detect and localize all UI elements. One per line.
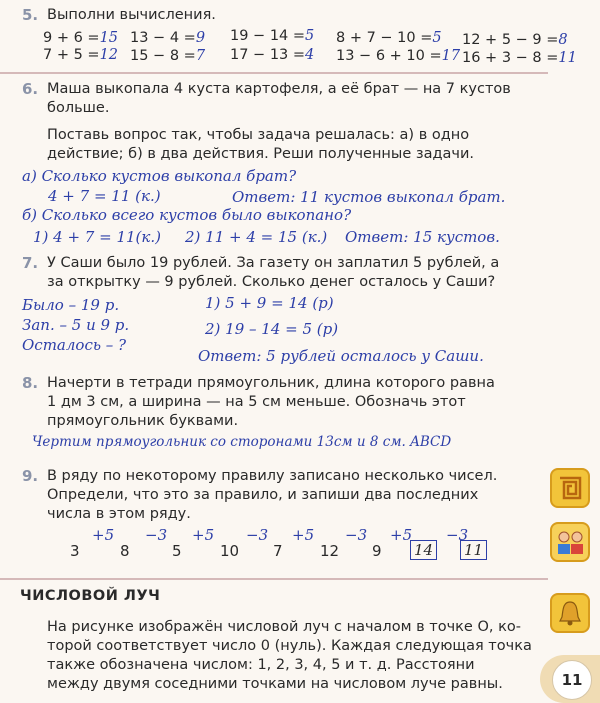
task6-hw-2b: Ответ: 11 кустов выкопал брат. (232, 188, 506, 206)
task5-ex-1-5: 12 + 5 − 9 =8 (462, 32, 568, 48)
task5-ex-2-1: 7 + 5 =12 (43, 47, 119, 63)
section-p-2: торой соответствует число 0 (нуль). Каждая следующая точка (47, 638, 532, 654)
page-number: 11 (552, 660, 592, 700)
section-title: ЧИСЛОВОЙ ЛУЧ (20, 588, 161, 604)
seq-number: 10 (220, 542, 240, 560)
seq-op: +5 (192, 526, 215, 544)
task5-number: 5. (22, 6, 39, 24)
task5-ex-2-2: 15 − 8 =7 (130, 48, 206, 64)
task7-number: 7. (22, 254, 39, 272)
task7-hw-1: Было – 19 р. (22, 296, 120, 314)
task6-text-1: Маша выкопала 4 куста картофеля, а её брат — на 7 кустов (47, 81, 511, 97)
seq-op: −3 (246, 526, 269, 544)
task6-hw-2a: 4 + 7 = 11 (к.) (48, 187, 161, 205)
seq-op: +5 (292, 526, 315, 544)
section-p-4: между двумя соседними точками на числовом луче равны. (47, 676, 503, 692)
spiral-icon (550, 468, 590, 508)
seq-number: 3 (70, 542, 80, 560)
task8-text-3: прямоугольник буквами. (47, 413, 239, 429)
bell-icon (550, 593, 590, 633)
seq-op: −3 (145, 526, 168, 544)
task7-text-1: У Саши было 19 рублей. За газету он заплатил 5 рублей, а (47, 255, 500, 271)
task5-ex-1-4: 8 + 7 − 10 =5 (336, 30, 442, 46)
task5-ex-1-2: 13 − 4 =9 (130, 30, 206, 46)
task9-text-2: Определи, что это за правило, и запиши два последних (47, 487, 479, 503)
task9-text-1: В ряду по некоторому правилу записано несколько чисел. (47, 468, 498, 484)
seq-op: −3 (446, 526, 469, 544)
task5-ex-1-3: 19 − 14 =5 (230, 28, 315, 44)
seq-number: 8 (120, 542, 130, 560)
task6-hw-4c: Ответ: 15 кустов. (345, 228, 500, 246)
divider (0, 72, 548, 74)
task8-text-2: 1 дм 3 см, а ширина — на 5 см меньше. Обозначь этот (47, 394, 466, 410)
seq-number: 12 (320, 542, 340, 560)
seq-number: 9 (372, 542, 382, 560)
task5-ex-1-1: 9 + 6 =15 (43, 30, 119, 46)
task7-hw-2: Зап. – 5 и 9 р. (22, 316, 130, 334)
task7-hw-5: 2) 19 – 14 = 5 (р) (205, 320, 339, 338)
section-p-3: также обозначена числом: 1, 2, 3, 4, 5 и т. д. Расстояни (47, 657, 475, 673)
seq-op: +5 (390, 526, 413, 544)
task8-number: 8. (22, 374, 39, 392)
task7-hw-4: 1) 5 + 9 = 14 (р) (205, 294, 334, 312)
section-p-1: На рисунке изображён числовой луч с началом в точке О, ко- (47, 619, 521, 635)
task6-number: 6. (22, 80, 39, 98)
seq-op: +5 (92, 526, 115, 544)
task6-hw-4b: 2) 11 + 4 = 15 (к.) (185, 228, 328, 246)
task5-title: Выполни вычисления. (47, 7, 216, 23)
task9-text-3: числа в этом ряду. (47, 506, 191, 522)
task7-hw-3: Осталось – ? (22, 336, 127, 354)
task5-ex-2-5: 16 + 3 − 8 =11 (462, 50, 577, 66)
task7-hw-6: Ответ: 5 рублей осталось у Саши. (198, 347, 484, 365)
task6-hw-4a: 1) 4 + 7 = 11(к.) (33, 228, 161, 246)
kids-icon (550, 522, 590, 562)
seq-op: −3 (345, 526, 368, 544)
divider (0, 578, 548, 580)
seq-answer: 11 (460, 540, 487, 560)
task6-text-4: действие; б) в два действия. Реши полученные задачи. (47, 146, 474, 162)
task5-ex-2-3: 17 − 13 =4 (230, 47, 315, 63)
task6-text-3: Поставь вопрос так, чтобы задача решалась: а) в одно (47, 127, 470, 143)
seq-number: 5 (172, 542, 182, 560)
task8-hw: Чертим прямоугольник со сторонами 13см и 8 см. ABCD (32, 434, 452, 450)
task8-text-1: Начерти в тетради прямоугольник, длина которого равна (47, 375, 495, 391)
seq-answer: 14 (410, 540, 437, 560)
task5-ex-2-4: 13 − 6 + 10 =17 (336, 48, 461, 64)
task6-hw-1: а) Сколько кустов выкопал брат? (22, 167, 297, 185)
task7-text-2: за открытку — 9 рублей. Сколько денег осталось у Саши? (47, 274, 496, 290)
seq-number: 7 (273, 542, 283, 560)
task6-text-2: больше. (47, 100, 110, 116)
task9-number: 9. (22, 467, 39, 485)
task6-hw-3: б) Сколько всего кустов было выкопано? (22, 206, 352, 224)
